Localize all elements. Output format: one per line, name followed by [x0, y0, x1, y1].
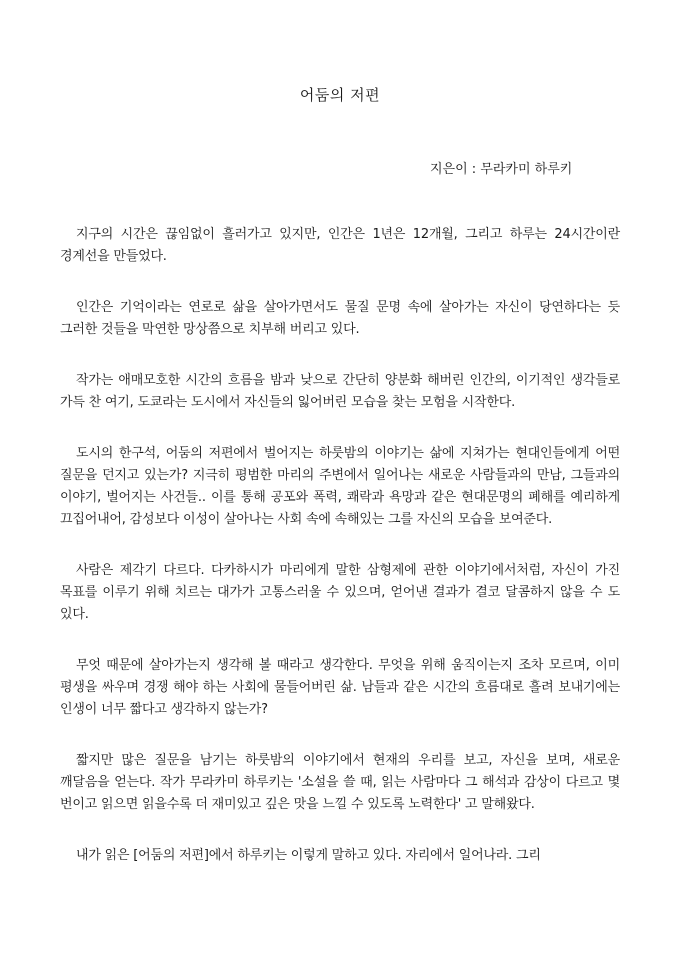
body-paragraph: 지구의 시간은 끊임없이 흘러가고 있지만, 인간은 1년은 12개월, 그리고 하루는 24시간이란 경계선을 만들었다.: [60, 227, 620, 264]
author-line: 지은이 : 무라카미 하루키: [430, 162, 573, 177]
body-paragraph: 사람은 제각기 다르다. 다카하시가 마리에게 말한 삼형제에 관한 이야기에서처럼, 자신이 가진 목표를 이루기 위해 치르는 대가가 고통스러울 수 있으며, 얻어낸 결과가 결코 달콤하지 않을 수 도 있다.: [60, 563, 620, 622]
document-body: [60, 224, 620, 896]
body-paragraph: 내가 읽은 [어둠의 저편]에서 하루키는 이렇게 말하고 있다. 자리에서 일어나라. 그리: [76, 848, 541, 863]
document-title: 어둠의 저편: [299, 86, 381, 104]
body-paragraph: 도시의 한구석, 어둠의 저편에서 벌어지는 하룻밤의 이야기는 삶에 지쳐가는 현대인들에게 어떤 질문을 던지고 있는가? 지극히 평범한 마리의 주변에서 일어나는 새로운 사람들과의 만남, 그들과의 이야기, 벌어지는 사건들.. 이를 통해 공포와 폭력, 쾌락과 욕망과 같은 현대문명의 폐해를 예리하게 끄집어내어, 감성보다 이성이 살아나는 사회 속에 속해있는 그를 자신의 모습을 보여준다.: [60, 446, 620, 527]
body-paragraph: 인간은 기억이라는 연로로 삶을 살아가면서도 물질 문명 속에 살아가는 자신이 당연하다는 듯 그러한 것들을 막연한 망상쯤으로 치부해 버리고 있다.: [60, 300, 620, 337]
body-paragraph: 짧지만 많은 질문을 남기는 하룻밤의 이야기에서 현재의 우리를 보고, 자신을 보며, 새로운 깨달음을 얻는다. 작가 무라카미 하루키는 '소설을 쓸 때, 읽는 사람마다 그 해석과 감상이 다르고 몇 번이고 읽으면 읽을수록 더 재미있고 깊은 맛을 느낄 수 있도록 노력한다' 고 말해왔다.: [60, 753, 620, 812]
body-paragraph: 작가는 애매모호한 시간의 흐름을 밤과 낮으로 간단히 양분화 해버린 인간의, 이기적인 생각들로 가득 찬 여기, 도쿄라는 도시에서 자신들의 잃어버린 모습을 찾는 모험을 시작한다.: [60, 373, 620, 410]
body-paragraph: 무엇 때문에 살아가는지 생각해 볼 때라고 생각한다. 무엇을 위해 움직이는지 조차 모르며, 이미 평생을 싸우며 경쟁 해야 하는 사회에 물들어버린 삶. 남들과 같은 시간의 흐름대로 흘려 보내기에는 인생이 너무 짧다고 생각하지 않는가?: [60, 658, 620, 717]
